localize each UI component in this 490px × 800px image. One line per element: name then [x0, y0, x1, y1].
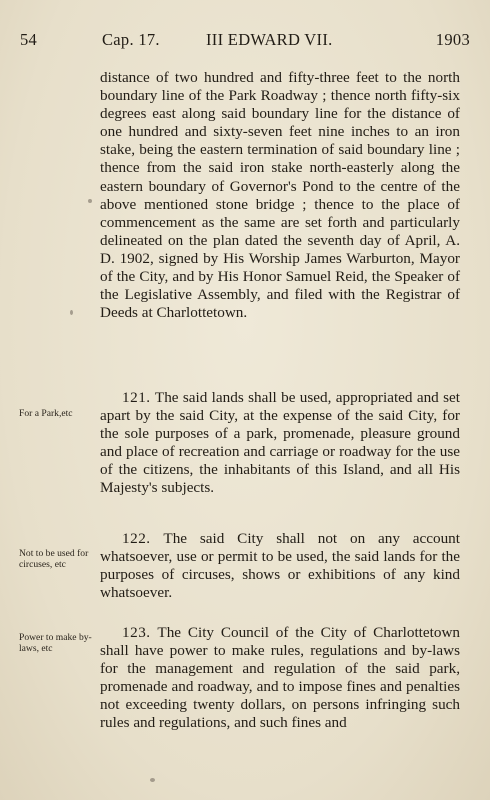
continued-paragraph-block [100, 69, 460, 322]
chapter-label: Cap. 17. [102, 30, 160, 49]
paper-speck [70, 310, 73, 315]
margin-note-123: Power to make by-laws, etc [19, 632, 92, 654]
margin-note-122: Not to be used for circuses, etc [19, 548, 89, 570]
section-123 [100, 624, 460, 733]
page-number: 54 [20, 30, 38, 49]
section-122 [100, 530, 460, 602]
section-paragraph [100, 530, 460, 602]
section-paragraph [100, 389, 460, 498]
continued-paragraph: distance of two hundred and fifty-three feet to the north boundary line of the Park Roadway ; thence north fifty-six degrees east along said boundary line for the distance of one hundred and sixty-seven feet nine inches to an iron stake, being the eastern termination of said boundary line ; thence from the said iron stake north-easterly along the eastern boundary of Governor's Pond to the centre of the above mentioned stone bridge ; thence to the place of commencement as the same are set forth and particularly delineated on the plan dated the seventh day of April, A. D. 1902, signed by His Worship James Warburton, Mayor of the City, and by His Honor Samuel Reid, the Speaker of the Legislative Assembly, and filed with the Registrar of Deeds at Charlottetown. [100, 69, 460, 322]
section-number: 123. [122, 624, 151, 641]
section-text: The City Council of the City of Charlottetown shall have power to make rules, regulations and by-laws for the management and regulation of the said park, promenade and roadway, and to impose fines and penalties not exceeding twenty dollars, on persons infringing such rules and regulations, and such fines and [100, 624, 461, 732]
running-title: III EDWARD VII. [206, 30, 333, 49]
page-header [20, 30, 470, 52]
year-label: 1903 [435, 30, 470, 49]
section-number: 121. [122, 389, 151, 406]
section-paragraph [100, 624, 460, 733]
section-number: 122. [122, 530, 151, 547]
margin-note-121: For a Park,etc [19, 408, 73, 419]
paper-speck [150, 778, 155, 782]
section-text: The said lands shall be used, appropriated and set apart by the said City, at the expense of the said City, for the sole purposes of a park, promenade, pleasure ground and place of recreation and carriage or roadway for the use of the citizens, the inhabitants of this Island, and all His Majesty's subjects. [100, 389, 460, 497]
paper-speck [88, 199, 92, 203]
section-121 [100, 389, 460, 498]
section-text: The said City shall not on any account whatsoever, use or permit to be used, the said lands for the purposes of circuses, shows or exhibitions of any kind whatsoever. [100, 530, 460, 602]
